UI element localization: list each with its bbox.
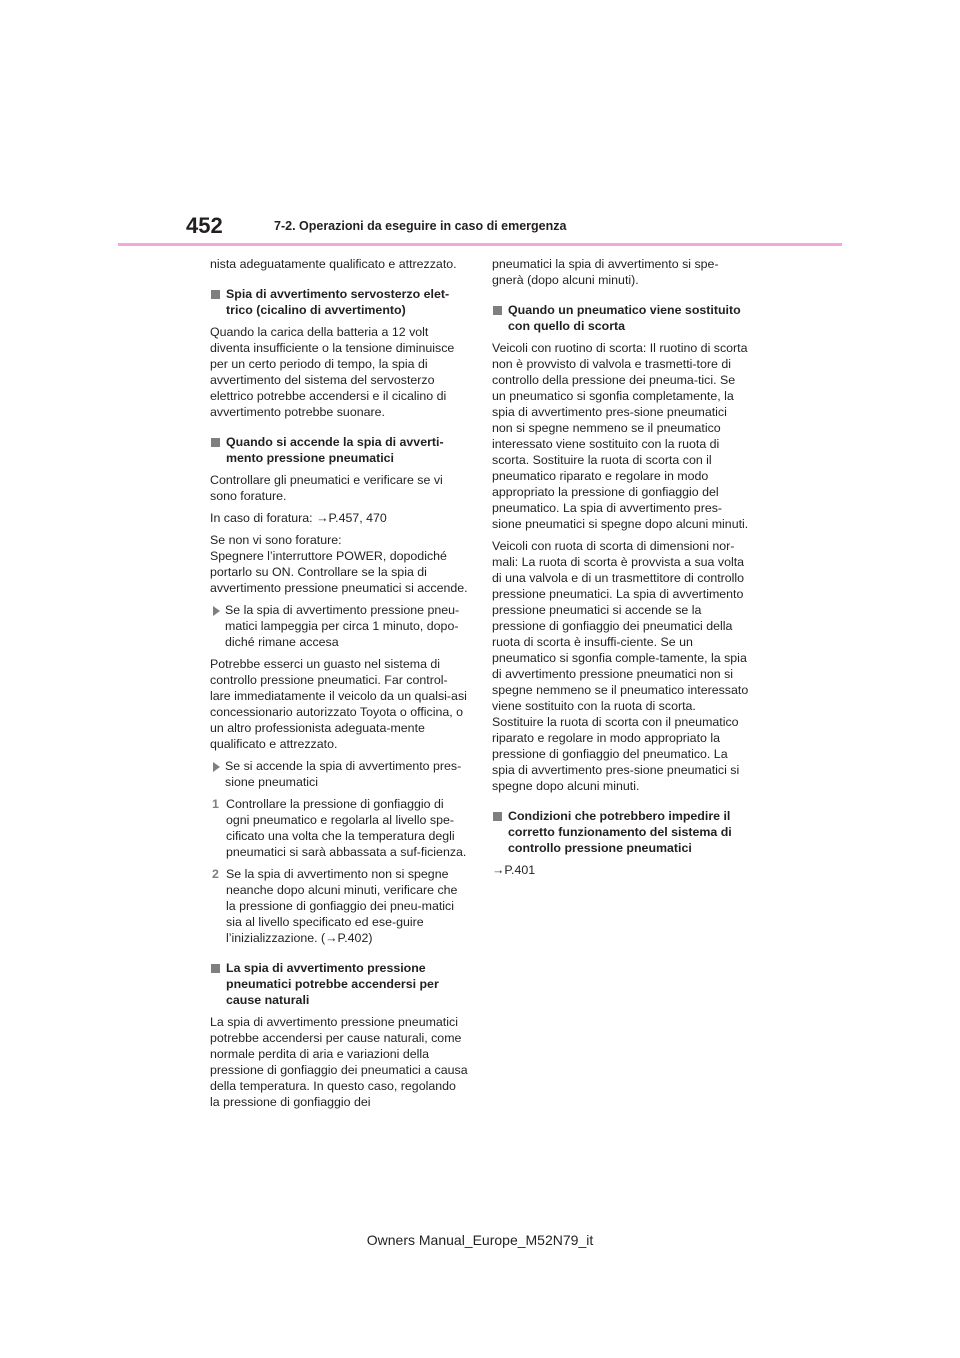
square-bullet-icon (493, 306, 502, 315)
step-number: 2 (212, 867, 219, 881)
heading-text: Condizioni che potrebbero impedire il corretto funzionamento del sistema di controllo pressione pneumatici (508, 809, 732, 855)
paragraph-puncture-ref: In caso di foratura: →P.457, 470 (210, 511, 387, 525)
paragraph-continuation: pneumatici la spia di avvertimento si spe-gnerà (dopo alcuni minuti). (492, 257, 719, 287)
header-rule (118, 243, 842, 246)
page-number: 452 (186, 213, 223, 238)
heading-spare-tire (492, 302, 750, 334)
paragraph-check-tires: Controllare gli pneumatici e verificare se vi sono forature. (210, 473, 443, 503)
section-title: 7-2. Operazioni da eseguire in caso di emergenza (274, 219, 567, 233)
triangle-bullet-icon (213, 606, 220, 616)
step-number: 1 (212, 797, 219, 811)
heading-system-conditions (492, 808, 750, 856)
triangle-bullet-icon (213, 762, 220, 772)
no-puncture-body: Spegnere l’interruttore POWER, dopodiché portarlo su ON. Controllare se la spia di avvertimento pressione pneumatici si accende. (210, 549, 468, 595)
footer-text: Owners Manual_Europe_M52N79_it (366, 1232, 594, 1248)
bullet-light-on (210, 758, 468, 790)
step-text: Se la spia di avvertimento non si spegne neanche dopo alcuni minuti, verificare che la pressione di gonfiaggio dei pneu-matici sia al livello specificato ed ese-guire l’inizializzazione. (→P.402) (226, 867, 458, 945)
heading-power-steering-warning (210, 286, 468, 318)
bullet-text: Se si accende la spia di avvertimento pres-sione pneumatici (225, 759, 462, 789)
step-1 (210, 796, 468, 860)
paragraph-intro: nista adeguatamente qualificato e attrezzato. (210, 257, 457, 271)
paragraph-no-puncture (210, 532, 468, 596)
paragraph-power-steering: Quando la carica della batteria a 12 volt diventa insufficiente o la tensione diminuisce per un certo periodo di tempo, la spia di avvertimento del sistema del servosterzo elettrico potrebbe accendersi e il cicalino di avvertimento potrebbe suonare. (210, 325, 455, 419)
step-text: Controllare la pressione di gonfiaggio di ogni pneumatico e regolarla al livello spe-cificato una volta che la temperatura degli pneumatici si sarà abbassata a suf-ficienza. (226, 797, 467, 859)
heading-text: Spia di avvertimento servosterzo elet-trico (cicalino di avvertimento) (226, 287, 450, 317)
paragraph-compact-spare: Veicoli con ruotino di scorta: Il ruotino di scorta non è provvisto di valvola e trasmetti-tore di controllo della pressione dei pneuma-tici. Se un pneumatico si sgonfia completamente, la spia di avvertimento pres-sione pneumatici non si spegne nemmeno se il pneumatico interessato viene sostituito con la ruota di scorta. Sostituire la ruota di scorta con il pneumatico riparato e regolare in modo appropriato la pressione di gonfiaggio del pneumatico. La spia di avvertimento pres-sione pneumatici si spegne dopo alcuni minuti. (492, 341, 749, 531)
paragraph-natural-causes: La spia di avvertimento pressione pneumatici potrebbe accendersi per cause naturali, come normale perdita di aria e variazioni della pressione di gonfiaggio dei pneumatici a causa della temperatura. In questo caso, regolando la pressione di gonfiaggio dei (210, 1015, 468, 1109)
bullet-text: Se la spia di avvertimento pressione pneu-matici lampeggia per circa 1 minuto, dopo-diché rimane accesa (225, 603, 460, 649)
step-2 (210, 866, 468, 946)
square-bullet-icon (493, 812, 502, 821)
square-bullet-icon (211, 964, 220, 973)
left-column (210, 256, 468, 1116)
square-bullet-icon (211, 438, 220, 447)
heading-tire-pressure-warning (210, 434, 468, 466)
paragraph-system-fault: Potrebbe esserci un guasto nel sistema di controllo pressione pneumatici. Far control-lare immediatamente il veicolo da un qualsi-asi concessionario autorizzato Toyota o officina, o un altro professionista adeguata-mente qualificato e attrezzato. (210, 657, 467, 751)
heading-text: Quando si accende la spia di avverti-mento pressione pneumatici (226, 435, 444, 465)
heading-text: La spia di avvertimento pressione pneumatici potrebbe accendersi per cause naturali (226, 961, 439, 1007)
heading-natural-causes (210, 960, 468, 1008)
heading-text: Quando un pneumatico viene sostituito con quello di scorta (508, 303, 741, 333)
square-bullet-icon (211, 290, 220, 299)
bullet-flashing-light (210, 602, 468, 650)
paragraph-conditions-ref: →P.401 (492, 863, 536, 877)
right-column (492, 256, 750, 884)
paragraph-full-size-spare: Veicoli con ruota di scorta di dimensioni nor-mali: La ruota di scorta è provvista a sua volta di una valvola e di un trasmettitore di controllo pressione pneumatici. La spia di avvertimento pressione pneumatici si accende se la pressione di gonfiaggio dei pneumatici della ruota di scorta è insuffi-ciente. Se un pneumatico si sgonfia comple-tamente, la spia di avvertimento pressione pneumatici non si spegne nemmeno se il pneumatico interessato viene sostituito con la ruota di scorta. Sostituire la ruota di scorta con il pneumatico riparato e regolare in modo appropriato la pressione di gonfiaggio del pneumatico. La spia di avvertimento pres-sione pneumatici si spegne dopo alcuni minuti. (492, 539, 749, 793)
no-puncture-lead: Se non vi sono forature: (210, 533, 342, 547)
